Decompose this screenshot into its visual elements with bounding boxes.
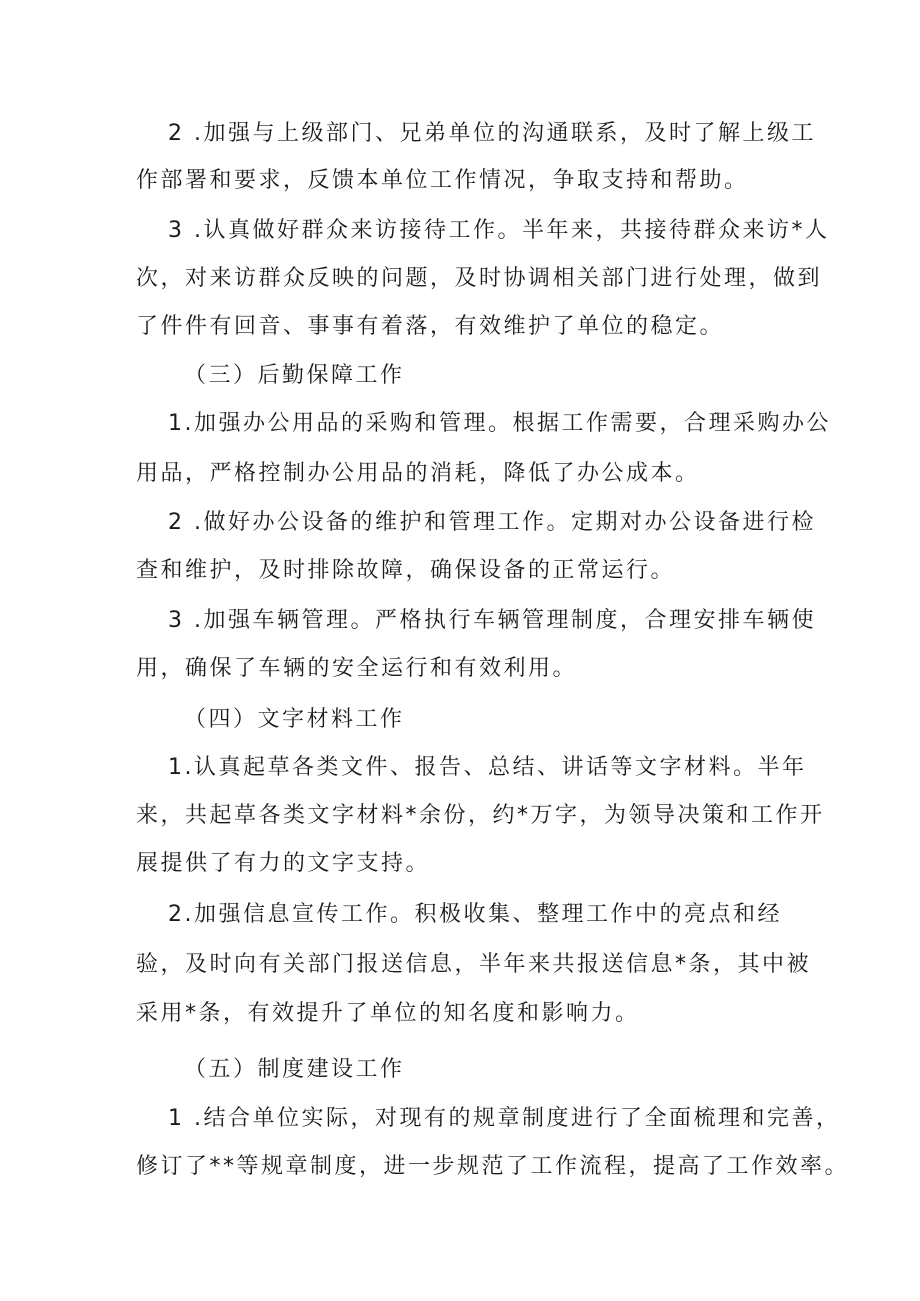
section-heading: （三）后勤保障工作 [184,363,405,388]
paragraph-line: 3 .认真做好群众来访接待工作。半年来，共接待群众来访*人 [168,218,830,243]
paragraph-line: 验，及时向有关部门报送信息，半年来共报送信息*条，其中被 [136,952,812,977]
paragraph-line: 2 .做好办公设备的维护和管理工作。定期对办公设备进行检 [168,510,816,535]
paragraph-line: 用，确保了车辆的安全运行和有效利用。 [136,656,578,681]
paragraph-line: 用品，严格控制办公用品的消耗，降低了办公成本。 [136,461,700,486]
paragraph-line: 修订了**等规章制度，进一步规范了工作流程，提高了工作效率。 [136,1154,850,1179]
paragraph-line: 1.认真起草各类文件、报告、总结、讲话等文字材料。半年 [168,755,807,780]
paragraph-line: 作部署和要求，反馈本单位工作情况，争取支持和帮助。 [136,168,749,193]
paragraph-line: 了件件有回音、事事有着落，有效维护了单位的稳定。 [136,314,725,339]
paragraph-line: 采用*条，有效提升了单位的知名度和影响力。 [136,1001,640,1026]
paragraph-line: 2.加强信息宣传工作。积极收集、整理工作中的亮点和经 [168,902,782,927]
paragraph-line: 1 .结合单位实际，对现有的规章制度进行了全面梳理和完善， [168,1106,841,1131]
paragraph-line: 展提供了有力的文字支持。 [136,851,431,876]
section-heading: （五）制度建设工作 [184,1057,405,1082]
paragraph-line: 来，共起草各类文字材料*余份，约*万字，为领导决策和工作开 [136,803,825,828]
paragraph-line: 次，对来访群众反映的问题，及时协调相关部门进行处理，做到 [136,266,823,291]
paragraph-line: 2 .加强与上级部门、兄弟单位的沟通联系，及时了解上级工 [168,121,816,146]
paragraph-line: 查和维护，及时排除故障，确保设备的正常运行。 [136,558,676,583]
paragraph-line: 1.加强办公用品的采购和管理。根据工作需要，合理采购办公 [168,411,831,436]
paragraph-line: 3 .加强车辆管理。严格执行车辆管理制度，合理安排车辆使 [168,608,816,633]
section-heading: （四）文字材料工作 [184,707,405,732]
